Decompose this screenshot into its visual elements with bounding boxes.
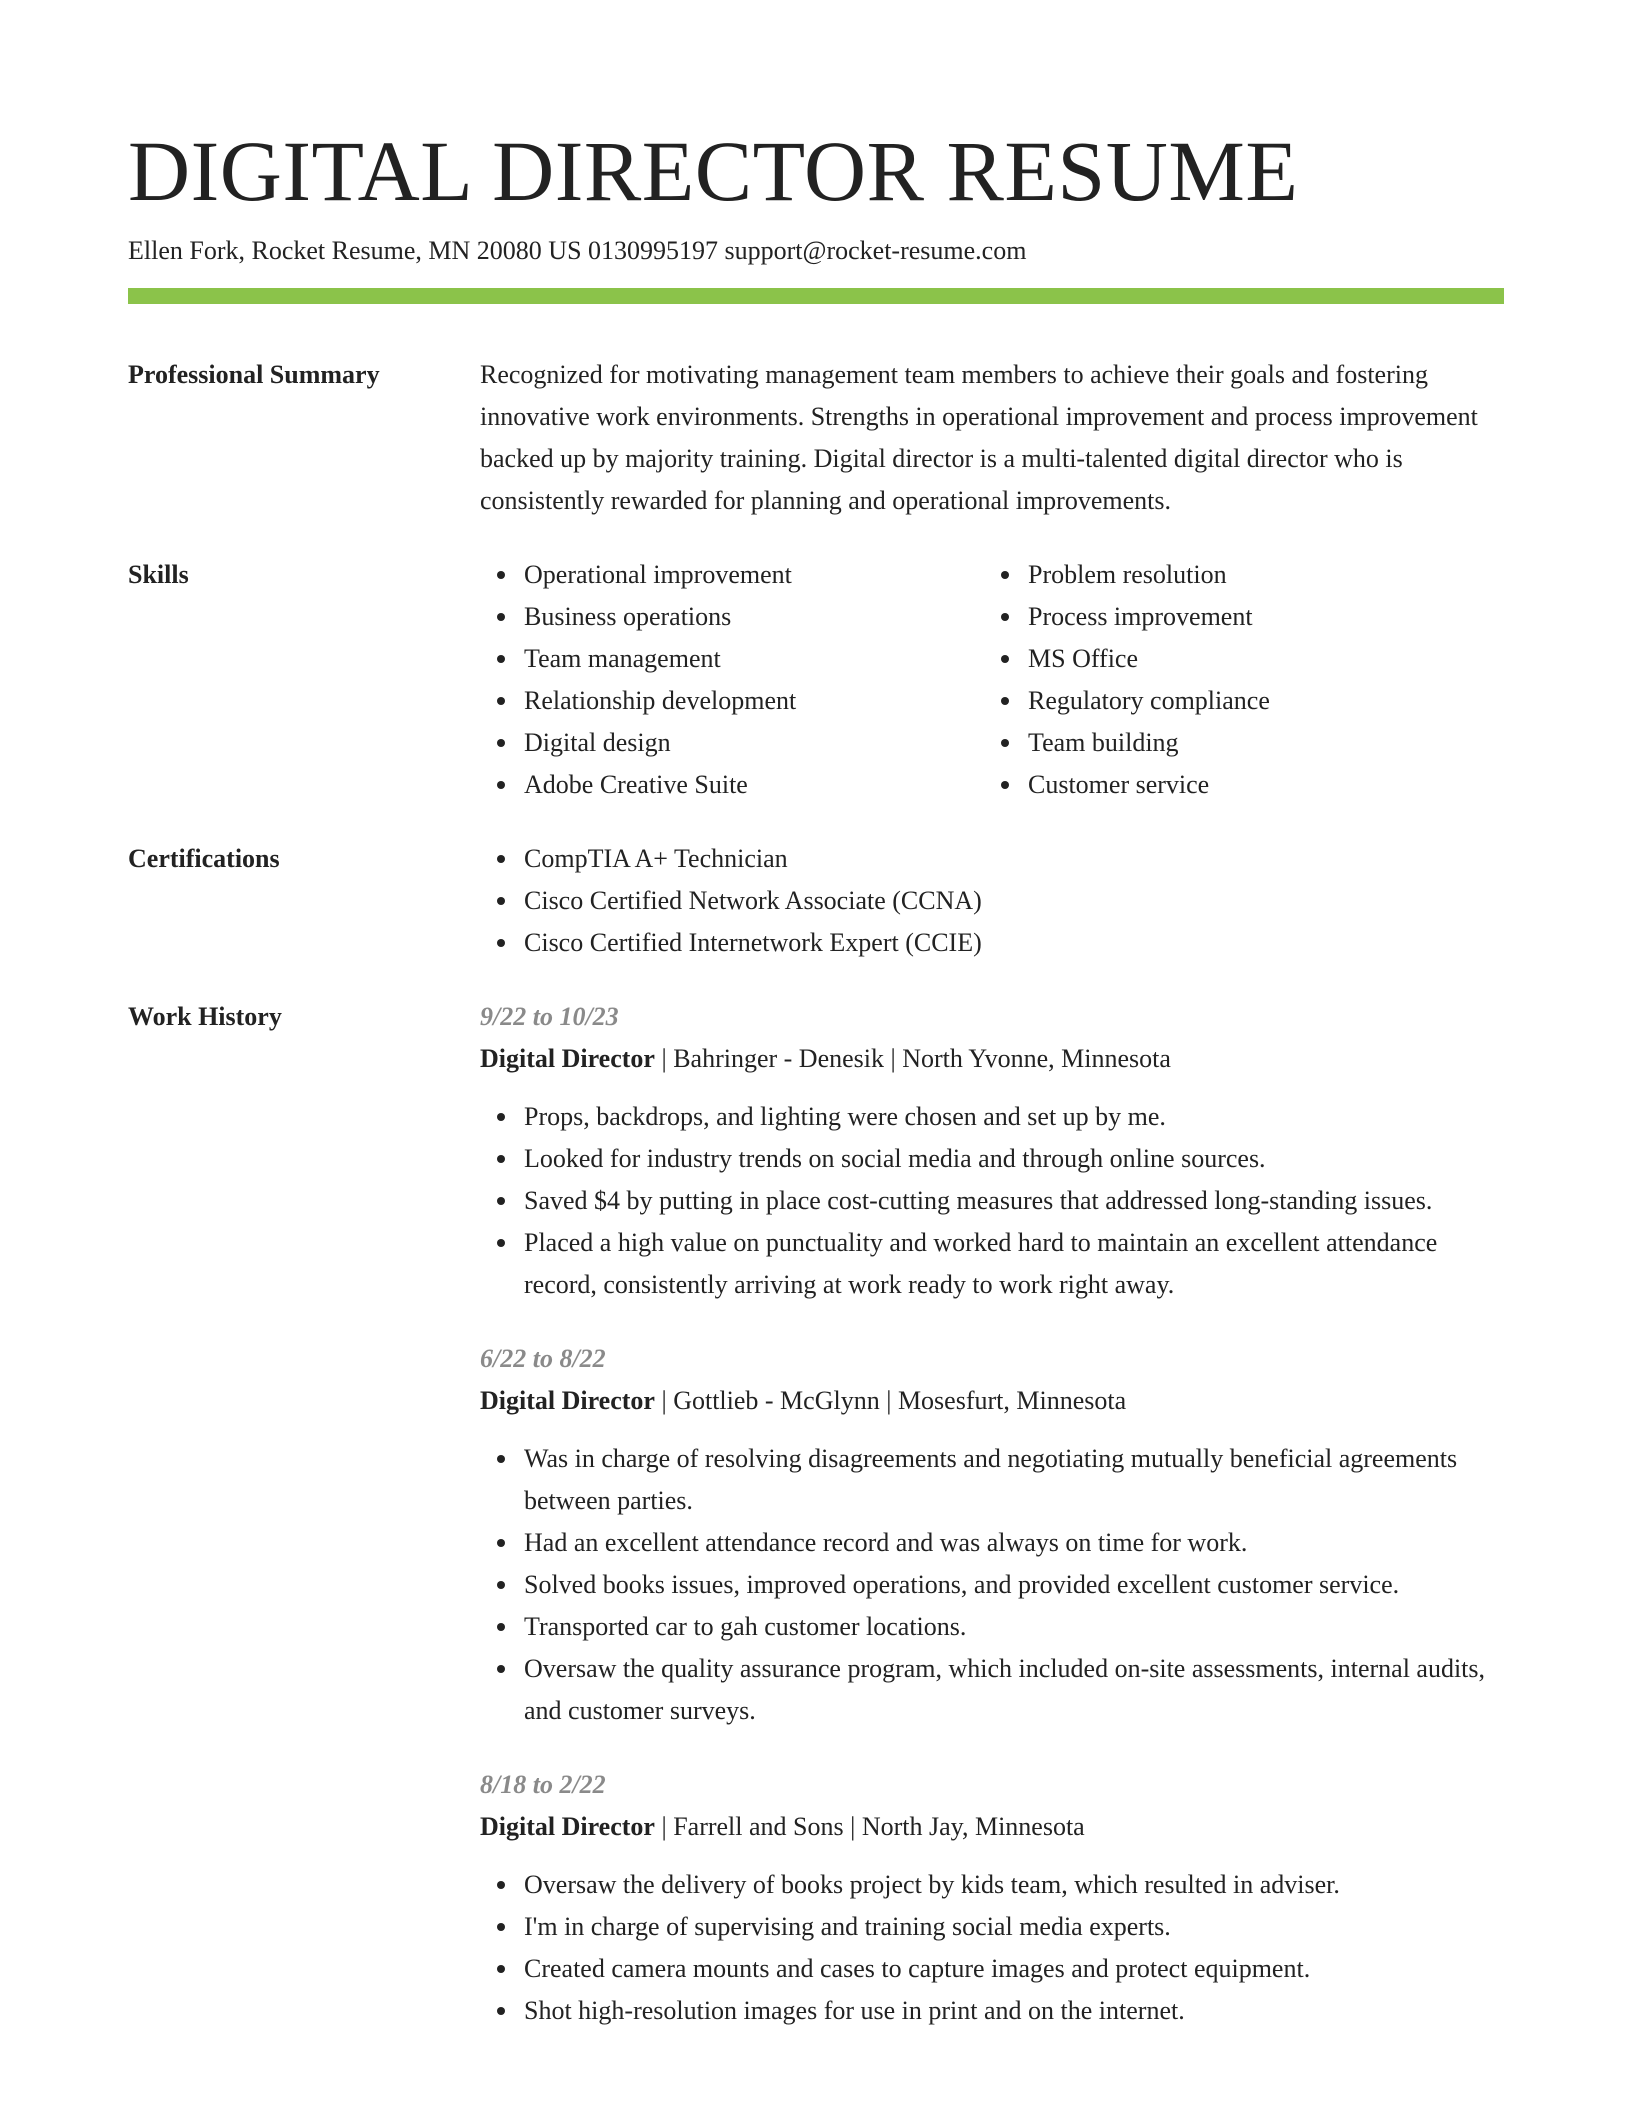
skill-item: Business operations — [524, 596, 984, 638]
skill-item: Customer service — [1028, 764, 1488, 806]
job-dates: 6/22 to 8/22 — [480, 1344, 606, 1373]
skills-list — [480, 554, 984, 806]
job-location: Mosesfurt, Minnesota — [897, 1386, 1127, 1415]
job-heading — [480, 1380, 1504, 1422]
skill-item: Regulatory compliance — [1028, 680, 1488, 722]
job-bullets — [480, 1096, 1504, 1306]
job-dates: 8/18 to 2/22 — [480, 1770, 606, 1799]
job-heading — [480, 1038, 1504, 1080]
skill-item: MS Office — [1028, 638, 1488, 680]
skill-item: Digital design — [524, 722, 984, 764]
job-bullet: Shot high-resolution images for use in print and on the internet. — [524, 1990, 1504, 2032]
professional-summary-section — [128, 354, 1504, 522]
skills-column-right — [984, 554, 1488, 806]
job-bullet: Was in charge of resolving disagreements and negotiating mutually beneficial agreements between parties. — [524, 1438, 1504, 1522]
work-history-body — [480, 996, 1504, 2064]
separator: | — [879, 1386, 898, 1415]
job-company: Farrell and Sons — [673, 1812, 844, 1841]
job-entry — [480, 996, 1504, 1306]
skills-section — [128, 554, 1504, 806]
skill-item: Operational improvement — [524, 554, 984, 596]
resume-page — [128, 0, 1504, 2064]
job-location: North Jay, Minnesota — [861, 1812, 1085, 1841]
certification-item: Cisco Certified Network Associate (CCNA) — [524, 880, 1504, 922]
job-bullet: Created camera mounts and cases to capture images and protect equipment. — [524, 1948, 1504, 1990]
certifications-section — [128, 838, 1504, 964]
skill-item: Relationship development — [524, 680, 984, 722]
work-history-section — [128, 996, 1504, 2064]
certification-item: Cisco Certified Internetwork Expert (CCIE) — [524, 922, 1504, 964]
skill-item: Adobe Creative Suite — [524, 764, 984, 806]
section-heading: Skills — [128, 560, 189, 589]
contact-line: Ellen Fork, Rocket Resume, MN 20080 US 0130995197 support@rocket-resume.com — [128, 236, 1027, 265]
job-bullet: Transported car to gah customer locations. — [524, 1606, 1504, 1648]
accent-divider — [128, 288, 1504, 304]
skills-columns — [480, 554, 1504, 806]
job-bullet: Placed a high value on punctuality and worked hard to maintain an excellent attendance record, consistently arriving at work ready to work right away. — [524, 1222, 1504, 1306]
job-dates: 9/22 to 10/23 — [480, 1002, 619, 1031]
separator: | — [843, 1812, 862, 1841]
certifications-list — [480, 838, 1504, 964]
job-bullet: Looked for industry trends on social media and through online sources. — [524, 1138, 1504, 1180]
job-title: Digital Director — [480, 1044, 655, 1073]
skills-list — [984, 554, 1488, 806]
job-bullet: Props, backdrops, and lighting were chosen and set up by me. — [524, 1096, 1504, 1138]
job-company: Gottlieb - McGlynn — [673, 1386, 880, 1415]
job-company: Bahringer - Denesik — [673, 1044, 885, 1073]
certification-item: CompTIA A+ Technician — [524, 838, 1504, 880]
section-heading: Professional Summary — [128, 360, 380, 389]
job-title: Digital Director — [480, 1812, 655, 1841]
separator: | — [884, 1044, 903, 1073]
skill-item: Problem resolution — [1028, 554, 1488, 596]
job-bullet: Saved $4 by putting in place cost-cutting measures that addressed long-standing issues. — [524, 1180, 1504, 1222]
job-title: Digital Director — [480, 1386, 655, 1415]
job-bullets — [480, 1864, 1504, 2032]
job-location: North Yvonne, Minnesota — [902, 1044, 1171, 1073]
section-heading: Work History — [128, 1002, 282, 1031]
separator: | — [654, 1044, 674, 1073]
job-entry — [480, 1764, 1504, 2032]
skills-column-left — [480, 554, 984, 806]
job-bullet: Solved books issues, improved operations, and provided excellent customer service. — [524, 1564, 1504, 1606]
skill-item: Team management — [524, 638, 984, 680]
skill-item: Team building — [1028, 722, 1488, 764]
job-entry — [480, 1338, 1504, 1732]
summary-text: Recognized for motivating management team members to achieve their goals and fostering innovative work environments. Strengths in operational improvement and process improvement backed up by majority training. Digital director is a multi-talented digital director who is consistently rewarded for planning and operational improvements. — [480, 360, 1478, 515]
separator: | — [654, 1812, 674, 1841]
job-bullets — [480, 1438, 1504, 1732]
section-heading: Certifications — [128, 844, 280, 873]
job-heading — [480, 1806, 1504, 1848]
job-bullet: I'm in charge of supervising and training social media experts. — [524, 1906, 1504, 1948]
resume-title: DIGITAL DIRECTOR RESUME — [128, 123, 1299, 219]
separator: | — [654, 1386, 674, 1415]
job-bullet: Oversaw the delivery of books project by kids team, which resulted in adviser. — [524, 1864, 1504, 1906]
job-bullet: Oversaw the quality assurance program, which included on-site assessments, internal audits, and customer surveys. — [524, 1648, 1504, 1732]
certifications-body — [480, 838, 1504, 964]
job-bullet: Had an excellent attendance record and was always on time for work. — [524, 1522, 1504, 1564]
skill-item: Process improvement — [1028, 596, 1488, 638]
